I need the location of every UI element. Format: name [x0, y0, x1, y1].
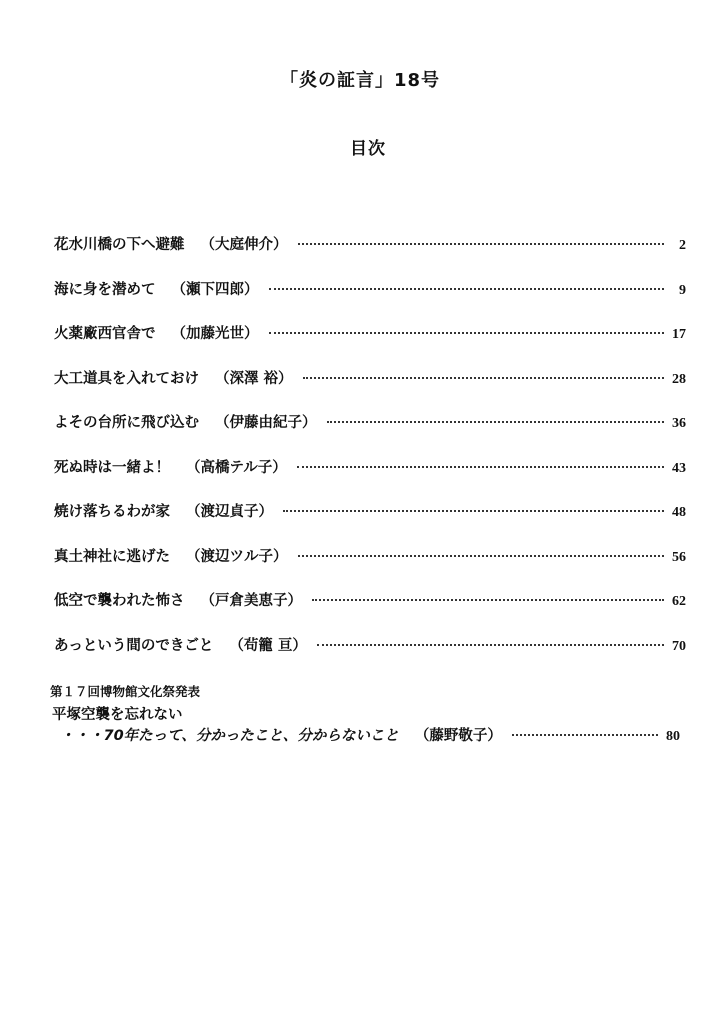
section-title: 平塚空襲を忘れない — [52, 707, 183, 723]
entry-title: よその台所に飛び込む — [54, 415, 199, 431]
toc-entry — [54, 233, 686, 278]
dot-leader — [512, 734, 658, 736]
entry-page-number: 17 — [672, 327, 686, 342]
toc-entry — [54, 500, 686, 545]
entry-author: （渡辺ツル子） — [186, 548, 288, 565]
entry-title: 大工道具を入れておけ — [54, 370, 199, 387]
entry-page-number: 70 — [672, 638, 686, 654]
dot-leader — [312, 599, 664, 601]
entry-page-number: 43 — [672, 460, 686, 476]
dot-leader — [298, 243, 665, 245]
section-entry — [60, 724, 680, 745]
entry-title: 焼け落ちるわが家 — [54, 504, 170, 520]
entry-author: （深澤 裕） — [215, 370, 293, 387]
dot-leader — [269, 332, 665, 334]
dot-leader — [303, 377, 664, 379]
dot-leader — [327, 421, 665, 423]
entry-author: （大庭伸介） — [200, 237, 288, 253]
entry-page-number: 48 — [672, 505, 686, 520]
entry-page-number: 62 — [672, 594, 686, 609]
page-title: 「炎の証言」18号 — [279, 70, 441, 91]
entry-title: ・・・70年たって、分かったこと、分からないこと — [60, 728, 399, 744]
toc-entry — [54, 322, 686, 367]
entry-author: （高橋テル子） — [186, 459, 287, 476]
toc-entry — [54, 545, 686, 590]
entry-author: （茍籠 亘） — [229, 637, 307, 654]
dot-leader — [283, 510, 664, 512]
toc-entry — [54, 456, 686, 501]
toc-list — [54, 233, 686, 678]
toc-entry — [54, 278, 686, 323]
entry-title: 火薬廠西官舎で — [54, 326, 156, 342]
dot-leader — [298, 555, 665, 557]
entry-title: 海に身を潜めて — [54, 281, 156, 298]
toc-entry — [54, 589, 686, 634]
entry-title: あっという間のできごと — [54, 637, 214, 654]
entry-title: 花水川橋の下へ避難 — [54, 237, 185, 253]
entry-page-number: 56 — [672, 549, 686, 565]
toc-heading: 目次 — [350, 139, 386, 159]
section-label: 第１７回博物館文化祭発表 — [50, 684, 201, 699]
toc-entry — [54, 634, 686, 679]
toc-entry — [54, 411, 686, 456]
entry-author: （瀬下四郎） — [171, 281, 259, 298]
entry-author: （伊藤由紀子） — [215, 415, 317, 431]
entry-author: （戸倉美恵子） — [200, 593, 302, 609]
entry-page-number: 2 — [679, 238, 686, 253]
dot-leader — [317, 644, 664, 646]
entry-title: 真土神社に逃げた — [54, 548, 170, 565]
entry-author: （渡辺貞子） — [186, 504, 273, 520]
entry-title: 低空で襲われた怖さ — [54, 593, 185, 609]
entry-page-number: 80 — [666, 729, 680, 744]
dot-leader — [297, 466, 664, 468]
dot-leader — [269, 288, 665, 290]
entry-page-number: 36 — [672, 416, 686, 431]
entry-author: （加藤光世） — [171, 326, 259, 342]
entry-page-number: 9 — [679, 282, 686, 298]
entry-page-number: 28 — [672, 371, 686, 387]
entry-title: 死ぬ時は一緒よ！ — [54, 459, 170, 476]
toc-entry — [54, 367, 686, 412]
entry-author: （藤野敬子） — [414, 728, 502, 744]
